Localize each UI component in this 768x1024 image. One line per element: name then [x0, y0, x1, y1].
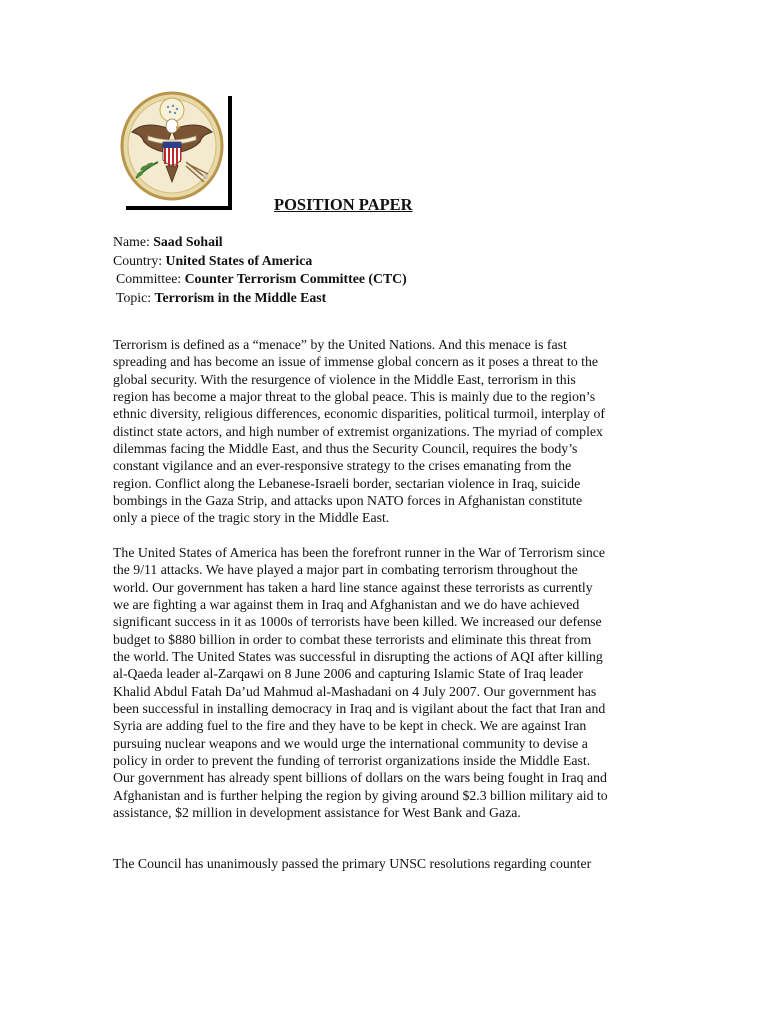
body-paragraph-2: [113, 544, 658, 822]
paragraph-line: constant vigilance and an ever-responsive strategy to the crises emanating from the: [113, 458, 572, 474]
topic-row: [113, 289, 407, 308]
paragraph-line: Terrorism is defined as a “menace” by the United Nations. And this menace is fast: [113, 337, 567, 352]
delegate-info: [113, 233, 407, 307]
paragraph-line: The Council has unanimously passed the primary UNSC resolutions regarding counter: [113, 856, 592, 871]
paragraph-line: The United States of America has been the forefront runner in the War of Terrorism since: [113, 545, 606, 560]
paragraph-line: we are fighting a war against them in Iraq and Afghanistan and we do have achieved: [113, 597, 580, 613]
great-seal-eagle-icon: [118, 88, 236, 214]
paragraph-line: budget to $880 billion in order to combat these terrorists and eliminate this threat from: [113, 631, 592, 647]
topic-value: Terrorism in the Middle East: [154, 289, 327, 305]
paragraph-line: Khalid Abdul Fatah Da’ud Mahmud al-Mashadani on 4 July 2007. Our government has: [113, 683, 597, 699]
paragraph-line: region has become a major threat to the global peace. This is mainly due to the region’s: [113, 389, 596, 405]
paragraph-line: world. Our government has taken a hard line stance against these terrorists as currently: [113, 579, 593, 595]
paragraph-line: al-Qaeda leader al-Zarqawi on 8 June 2006 and capturing Islamic State of Iraq leader: [113, 666, 584, 682]
body-paragraph-1: [113, 336, 658, 527]
body-paragraph-3: [113, 855, 658, 872]
paragraph-line: bombings in the Gaza Strip, and attacks upon NATO forces in Afghanistan constitute: [113, 493, 583, 509]
paragraph-line: Our government has already spent billions of dollars on the wars being fought in Iraq and: [113, 770, 607, 786]
paragraph-line: spreading and has become an issue of immense global concern as it poses a threat to the: [113, 354, 599, 370]
paragraph-line: assistance, $2 million in development assistance for West Bank and Gaza.: [113, 805, 521, 821]
name-label: Name:: [113, 234, 154, 249]
paragraph-line: Afghanistan and is further helping the region by giving around $2.3 billion military aid to: [113, 787, 608, 803]
country-row: [113, 252, 407, 271]
country-value: United States of America: [165, 252, 313, 268]
paragraph-line: only a piece of the tragic story in the Middle East.: [113, 510, 390, 526]
seal-emblem: [118, 88, 236, 214]
committee-label: Committee:: [116, 271, 185, 286]
paragraph-line: been successful in installing democracy in Iraq and is vigilant about the fact that Iran and: [113, 701, 606, 717]
name-row: [113, 233, 407, 252]
country-label: Country:: [113, 252, 166, 268]
committee-row: [113, 270, 407, 289]
name-value: Saad Sohail: [153, 234, 223, 249]
paragraph-line: significant success in it as 1000s of terrorists have been killed. We increased our defense: [113, 614, 602, 630]
committee-value: Counter Terrorism Committee (CTC): [184, 271, 407, 286]
paragraph-line: region. Conflict along the Lebanese-Israeli border, sectarian violence in Iraq, suicide: [113, 475, 581, 491]
paragraph-line: ethnic diversity, religious differences, economic disparities, political turmoil, interplay of: [113, 406, 605, 422]
paragraph-line: distinct state actors, and high number of extremist organizations. The myriad of complex: [113, 423, 603, 439]
paragraph-line: dilemmas facing the Middle East, and thus the Security Council, requires the body’s: [113, 441, 578, 457]
paragraph-line: policy in order to prevent the funding of terrorist organizations inside the Middle East.: [113, 753, 591, 769]
paragraph-line: the world. The United States was successful in disrupting the actions of AQI after killing: [113, 649, 603, 665]
paragraph-line: global security. With the resurgence of violence in the Middle East, terrorism in this: [113, 371, 576, 387]
paragraph-line: the 9/11 attacks. We have played a major part in combating terrorism throughout the: [113, 562, 578, 578]
paragraph-line: Syria are adding fuel to the fire and they have to be kept in check. We are against Iran: [113, 718, 587, 734]
topic-label: Topic:: [116, 289, 155, 305]
document-title: POSITION PAPER: [274, 195, 413, 214]
paragraph-line: pursuing nuclear weapons and we would urge the international community to devise a: [113, 735, 588, 751]
